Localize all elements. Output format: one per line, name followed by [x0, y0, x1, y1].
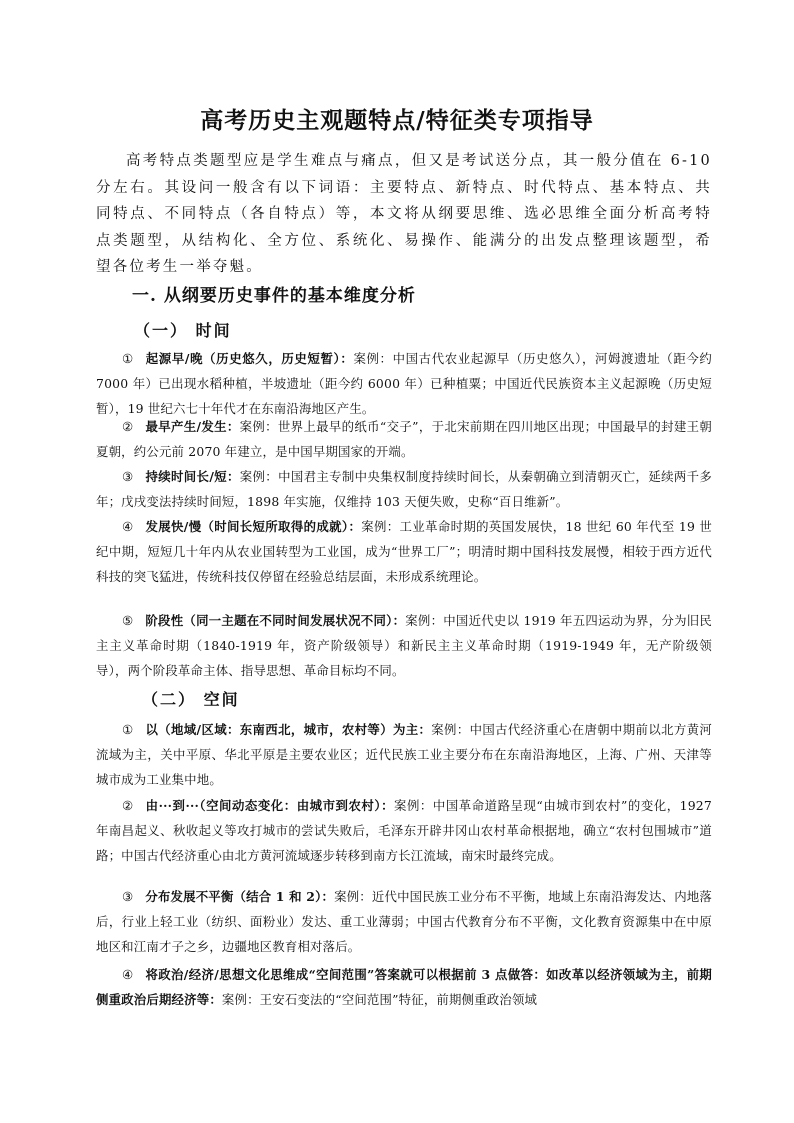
- time-item-5: [96, 608, 712, 683]
- space-item-3: [96, 884, 712, 959]
- item-number: ⑤: [122, 613, 134, 628]
- space-item-4: [96, 962, 712, 1012]
- item-number: ①: [122, 351, 134, 366]
- item-text: 案例：中国古代农业起源早（历史悠久），河姆渡遗址（距今约 7000 年）已出现水稻种植，半坡遗址（距今约 6000 年）已种植粟；中国近代民族资本主义起源晚（历史短暂），19 世纪六七十年代才在东南沿海地区产生。: [96, 351, 712, 416]
- item-text: 案例：世界上最早的纸币“交子”，于北宋前期在四川地区出现；中国最早的封建王朝夏朝，约公元前 2070 年建立，是中国早期国家的开端。: [96, 419, 712, 459]
- item-text: 案例：近代中国民族工业分布不平衡，地域上东南沿海发达、内地落后，行业上轻工业（纺织、面粉业）发达、重工业薄弱；中国古代教育分布不平衡，文化教育资源集中在中原地区和江南才子之乡，边疆地区教育相对落后。: [96, 889, 712, 954]
- item-number: ①: [122, 722, 134, 737]
- space-item-1: [96, 717, 712, 792]
- item-number: ②: [122, 798, 134, 813]
- time-item-3: [96, 464, 712, 514]
- item-number: ②: [122, 419, 134, 434]
- section-heading: 一. 从纲要历史事件的基本维度分析: [132, 286, 416, 306]
- time-item-4: [96, 514, 712, 589]
- document-title: 高考历史主观题特点/特征类专项指导: [200, 107, 594, 134]
- subsection-heading-time: （一） 时间: [134, 321, 232, 340]
- item-label: 持续时间长/短：: [145, 469, 240, 484]
- item-label: 起源早/晚（历史悠久，历史短暂）：: [145, 351, 354, 366]
- intro-paragraph: 高考特点类题型应是学生难点与痛点，但又是考试送分点，其一般分值在 6-10 分左右。其设问一般含有以下词语：主要特点、新特点、时代特点、基本特点、共同特点、不同特点（各自特点）等，本文将从纲要思维、选必思维全面分析高考特点类题型，从结构化、全方位、系统化、易操作、能满分的出发点整理该题型，希望各位考生一举夺魁。: [96, 153, 712, 275]
- item-number: ④: [122, 967, 134, 982]
- item-text: 案例：中国君主专制中央集权制度持续时间长，从秦朝确立到清朝灭亡，延续两千多年；戊戌变法持续时间短，1898 年实施，仅维持 103 天便失败，史称“百日维新”。: [96, 469, 712, 509]
- item-text: 案例：中国革命道路呈现“由城市到农村”的变化，1927 年南昌起义、秋收起义等攻打城市的尝试失败后，毛泽东开辟井冈山农村革命根据地，确立“农村包围城市”道路；中国古代经济重心由北方黄河流域逐步转移到南方长江流域，南宋时最终完成。: [96, 798, 712, 863]
- item-label: 由···到···（空间动态变化：由城市到农村）：: [145, 798, 395, 813]
- item-text: 案例：王安石变法的“空间范围”特征，前期侧重政治领域: [221, 992, 538, 1007]
- item-number: ③: [122, 889, 134, 904]
- item-label: 分布发展不平衡（结合 1 和 2）：: [145, 889, 335, 904]
- space-item-2: [96, 793, 712, 868]
- item-number: ④: [122, 519, 134, 534]
- item-text: 案例：中国近代史以 1919 年五四运动为界，分为旧民主主义革命时期（1840-1919 年，资产阶级领导）和新民主主义革命时期（1919-1949 年，无产阶级领导），两个阶段革命主体、指导思想、革命目标均不同。: [96, 613, 712, 678]
- item-label: 发展快/慢（时间长短所取得的成就）：: [145, 519, 362, 534]
- time-item-1: [96, 346, 712, 421]
- item-text: 案例：工业革命时期的英国发展快，18 世纪 60 年代至 19 世纪中期，短短几十年内从农业国转型为工业国，成为“世界工厂”；明清时期中国科技发展慢，相较于西方近代科技的突飞猛进，传统科技仅停留在经验总结层面，未形成系统理论。: [96, 519, 712, 584]
- item-number: ③: [122, 469, 134, 484]
- item-label: 最早产生/发生：: [145, 419, 240, 434]
- item-text: 案例：中国古代经济重心在唐朝中期前以北方黄河流域为主，关中平原、华北平原是主要农业区；近代民族工业主要分布在东南沿海地区，上海、广州、天津等城市成为工业集中地。: [96, 722, 712, 787]
- item-label: 以（地域/区域：东南西北，城市，农村等）为主：: [145, 722, 432, 737]
- time-item-2: [96, 414, 712, 464]
- item-label: 将政治/经济/思想文化思维成“空间范围”答案就可以根据前 3 点做答：如改革以经济领域为主，前期侧重政治后期经济等：: [96, 967, 712, 1007]
- item-label: 阶段性（同一主题在不同时间发展状况不同）：: [145, 613, 406, 628]
- subsection-heading-space: （二） 空间: [142, 690, 240, 709]
